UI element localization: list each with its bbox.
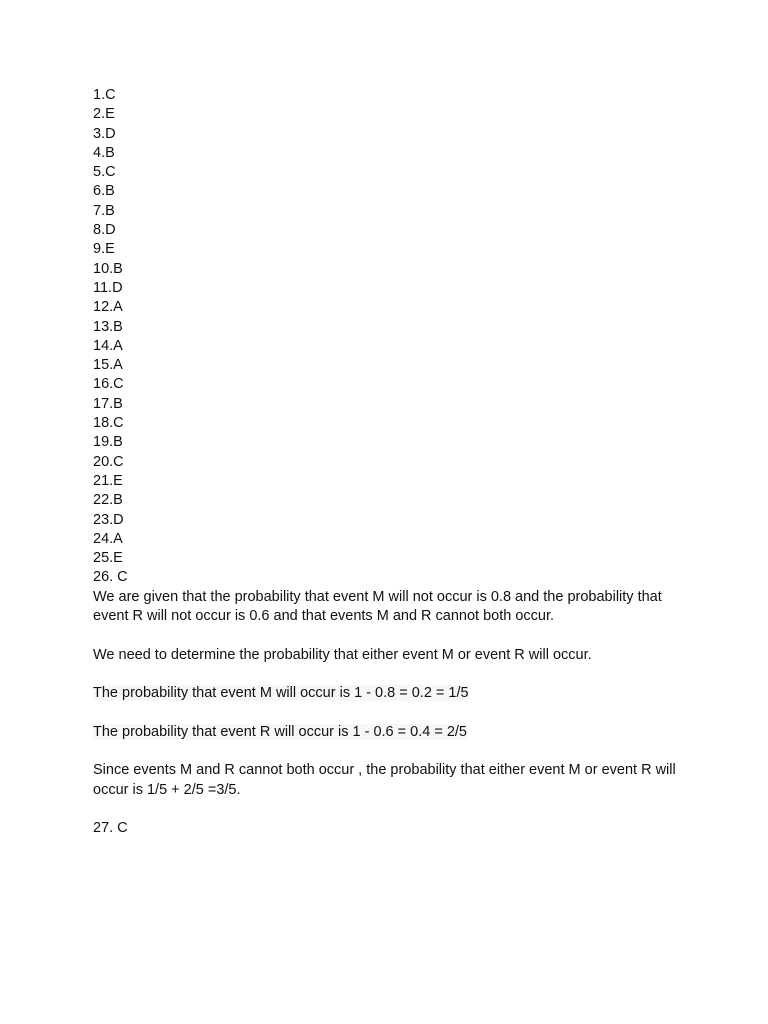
document-body <box>93 86 693 839</box>
answer-item: 14.A <box>93 337 123 354</box>
paragraph-spacer <box>93 626 693 645</box>
answer-item: 2.E <box>93 106 115 123</box>
explanation-step-m-text: The probability that event M will occur is 1 - 0.8 = 0.2 = 1/5 <box>93 685 469 702</box>
answer-item: 18.C <box>93 415 124 432</box>
answer-item: 12.A <box>93 299 123 316</box>
answer-item: 22.B <box>93 492 123 509</box>
explanation-step-m <box>93 684 693 703</box>
answer-item: 3.D <box>93 125 116 142</box>
answer-item: 11.D <box>93 279 123 296</box>
explanation-given: We are given that the probability that event M will not occur is 0.8 and the probability that event R will not occur is 0.6 and that events M and R cannot both occur. <box>93 588 662 625</box>
answer-item: 15.A <box>93 357 123 374</box>
answer-item: 16.C <box>93 376 124 393</box>
answer-item: 10.B <box>93 260 123 277</box>
explanation-goal: We need to determine the probability that either event M or event R will occur. <box>93 646 592 663</box>
explanation-conclusion: Since events M and R cannot both occur , the probability that either event M or event R will occur is 1/5 + 2/5 =3/5. <box>93 762 676 798</box>
explanation-step-r-text: The probability that event R will occur is 1 - 0.6 = 0.4 = 2/5 <box>93 723 467 740</box>
answer-item: 9.E <box>93 241 115 258</box>
paragraph-spacer <box>93 800 693 819</box>
explanation <box>93 588 693 820</box>
answer-item: 8.D <box>93 222 116 239</box>
answer-item: 1.C <box>93 87 116 103</box>
answer-item: 25.E <box>93 550 123 567</box>
paragraph-spacer <box>93 665 693 684</box>
answer-list <box>93 86 693 588</box>
answer-item: 4.B <box>93 144 115 161</box>
answer-item: 24.A <box>93 530 123 547</box>
paragraph-spacer <box>93 704 693 723</box>
answer-item: 13.B <box>93 318 123 335</box>
answer-item: 23.D <box>93 511 124 528</box>
explanation-step-r <box>93 723 693 742</box>
answer-item: 17.B <box>93 395 123 412</box>
paragraph-spacer <box>93 742 693 761</box>
answer-item: 21.E <box>93 472 123 489</box>
answer-item: 5.C <box>93 164 116 181</box>
answer-item: 19.B <box>93 434 123 451</box>
answer-item: 26. C <box>93 569 128 586</box>
answer-item: 20.C <box>93 453 124 470</box>
answer-item: 7.B <box>93 202 115 219</box>
answer-item: 6.B <box>93 183 115 200</box>
next-answer-item: 27. C <box>93 820 128 837</box>
